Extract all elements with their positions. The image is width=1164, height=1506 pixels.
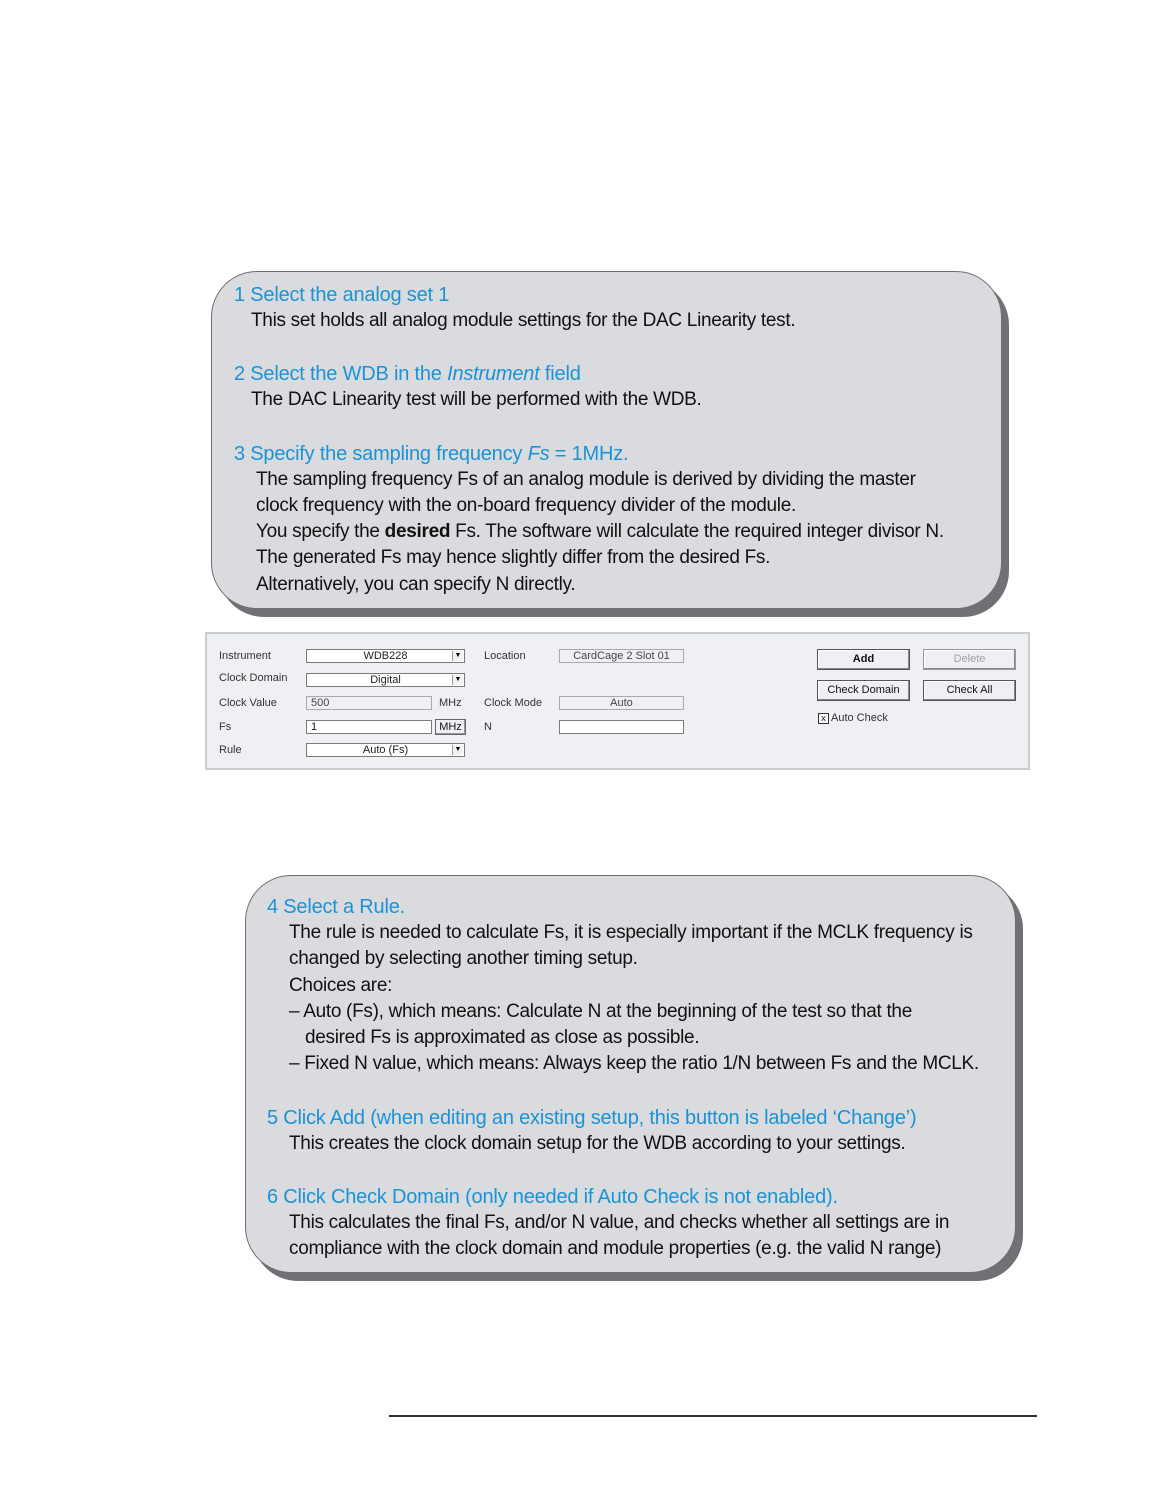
instruction-callout-1 xyxy=(211,271,1002,609)
n-input[interactable] xyxy=(559,720,684,734)
clock-domain-label: Clock Domain xyxy=(219,672,288,684)
step-1-title: 1 Select the analog set 1 xyxy=(234,284,450,306)
rule-select[interactable]: Auto (Fs) ▼ xyxy=(306,743,465,757)
clock-mode-label: Clock Mode xyxy=(484,697,543,709)
fs-input[interactable]: 1 xyxy=(306,720,432,734)
auto-check-label: Auto Check xyxy=(831,712,888,724)
step-3-text-line: Alternatively, you can specify N directly. xyxy=(256,573,576,595)
chevron-down-icon[interactable]: ▼ xyxy=(452,745,463,755)
step-5 xyxy=(267,1105,1015,1157)
add-button[interactable]: Add xyxy=(817,649,910,670)
location-label: Location xyxy=(484,650,526,662)
step-5-text: This creates the clock domain setup for the WDB according to your settings. xyxy=(289,1132,906,1154)
instrument-select[interactable]: WDB228 ▼ xyxy=(306,649,465,663)
fs-unit-button[interactable]: MHz xyxy=(435,719,466,735)
step-2 xyxy=(234,361,1001,413)
delete-button[interactable]: Delete xyxy=(923,649,1016,670)
clock-mode-field: Auto xyxy=(559,696,684,710)
step-3-text-line: The sampling frequency Fs of an analog module is derived by dividing the master xyxy=(256,468,916,490)
step-2-text: The DAC Linearity test will be performed with the WDB. xyxy=(251,389,702,411)
step-4-text-line: Choices are: xyxy=(289,974,393,996)
footer-divider xyxy=(389,1415,1037,1417)
instruction-callout-2 xyxy=(245,875,1016,1273)
step-4-text-line: The rule is needed to calculate Fs, it is especially important if the MCLK frequency is xyxy=(289,922,973,943)
clock-value-unit: MHz xyxy=(439,697,462,709)
step-3-title: 3 Specify the sampling frequency Fs = 1MHz. xyxy=(234,442,629,465)
step-6-text-line: This calculates the final Fs, and/or N value, and checks whether all settings are in xyxy=(289,1212,950,1234)
step-2-title: 2 Select the WDB in the Instrument field xyxy=(234,363,581,386)
clock-domain-select[interactable]: Digital ▼ xyxy=(306,673,465,687)
step-4-choice-fixed: – Fixed N value, which means: Always keep the ratio 1/N between Fs and the MCLK. xyxy=(289,1053,979,1075)
step-1 xyxy=(234,282,1001,334)
step-3-text-line: The generated Fs may hence slightly differ from the desired Fs. xyxy=(256,547,771,569)
step-6-text-line: compliance with the clock domain and module properties (e.g. the valid N range) xyxy=(289,1238,942,1260)
step-6 xyxy=(267,1184,1015,1263)
step-4 xyxy=(267,894,1015,1078)
clock-domain-dialog xyxy=(205,632,1030,770)
auto-check-checkbox[interactable]: x xyxy=(818,713,829,724)
step-6-title: 6 Click Check Domain (only needed if Auto Check is not enabled). xyxy=(267,1186,838,1209)
step-3 xyxy=(234,441,1001,598)
step-4-choice-auto: – Auto (Fs), which means: Calculate N at the beginning of the test so that the xyxy=(289,1000,912,1022)
clock-value-label: Clock Value xyxy=(219,697,277,709)
check-all-button[interactable]: Check All xyxy=(923,680,1016,701)
step-4-text-line: changed by selecting another timing setup. xyxy=(289,948,638,970)
step-3-text-line: clock frequency with the on-board frequency divider of the module. xyxy=(256,494,796,516)
chevron-down-icon[interactable]: ▼ xyxy=(452,651,463,661)
check-domain-button[interactable]: Check Domain xyxy=(817,680,910,701)
rule-label: Rule xyxy=(219,744,242,756)
step-4-choice-auto-cont: desired Fs is approximated as close as possible. xyxy=(305,1027,700,1049)
location-field: CardCage 2 Slot 01 xyxy=(559,649,684,663)
chevron-down-icon[interactable]: ▼ xyxy=(452,675,463,685)
clock-value-field: 500 xyxy=(306,696,432,710)
instrument-label: Instrument xyxy=(219,650,271,662)
fs-label: Fs xyxy=(219,721,232,733)
n-label: N xyxy=(484,721,492,733)
step-5-title: 5 Click Add (when editing an existing setup, this button is labeled ‘Change’) xyxy=(267,1106,917,1129)
step-1-text: This set holds all analog module settings for the DAC Linearity test. xyxy=(251,310,796,331)
step-4-title: 4 Select a Rule. xyxy=(267,896,405,918)
step-3-text-line: You specify the desired Fs. The software will calculate the required integer divisor N. xyxy=(256,521,944,543)
